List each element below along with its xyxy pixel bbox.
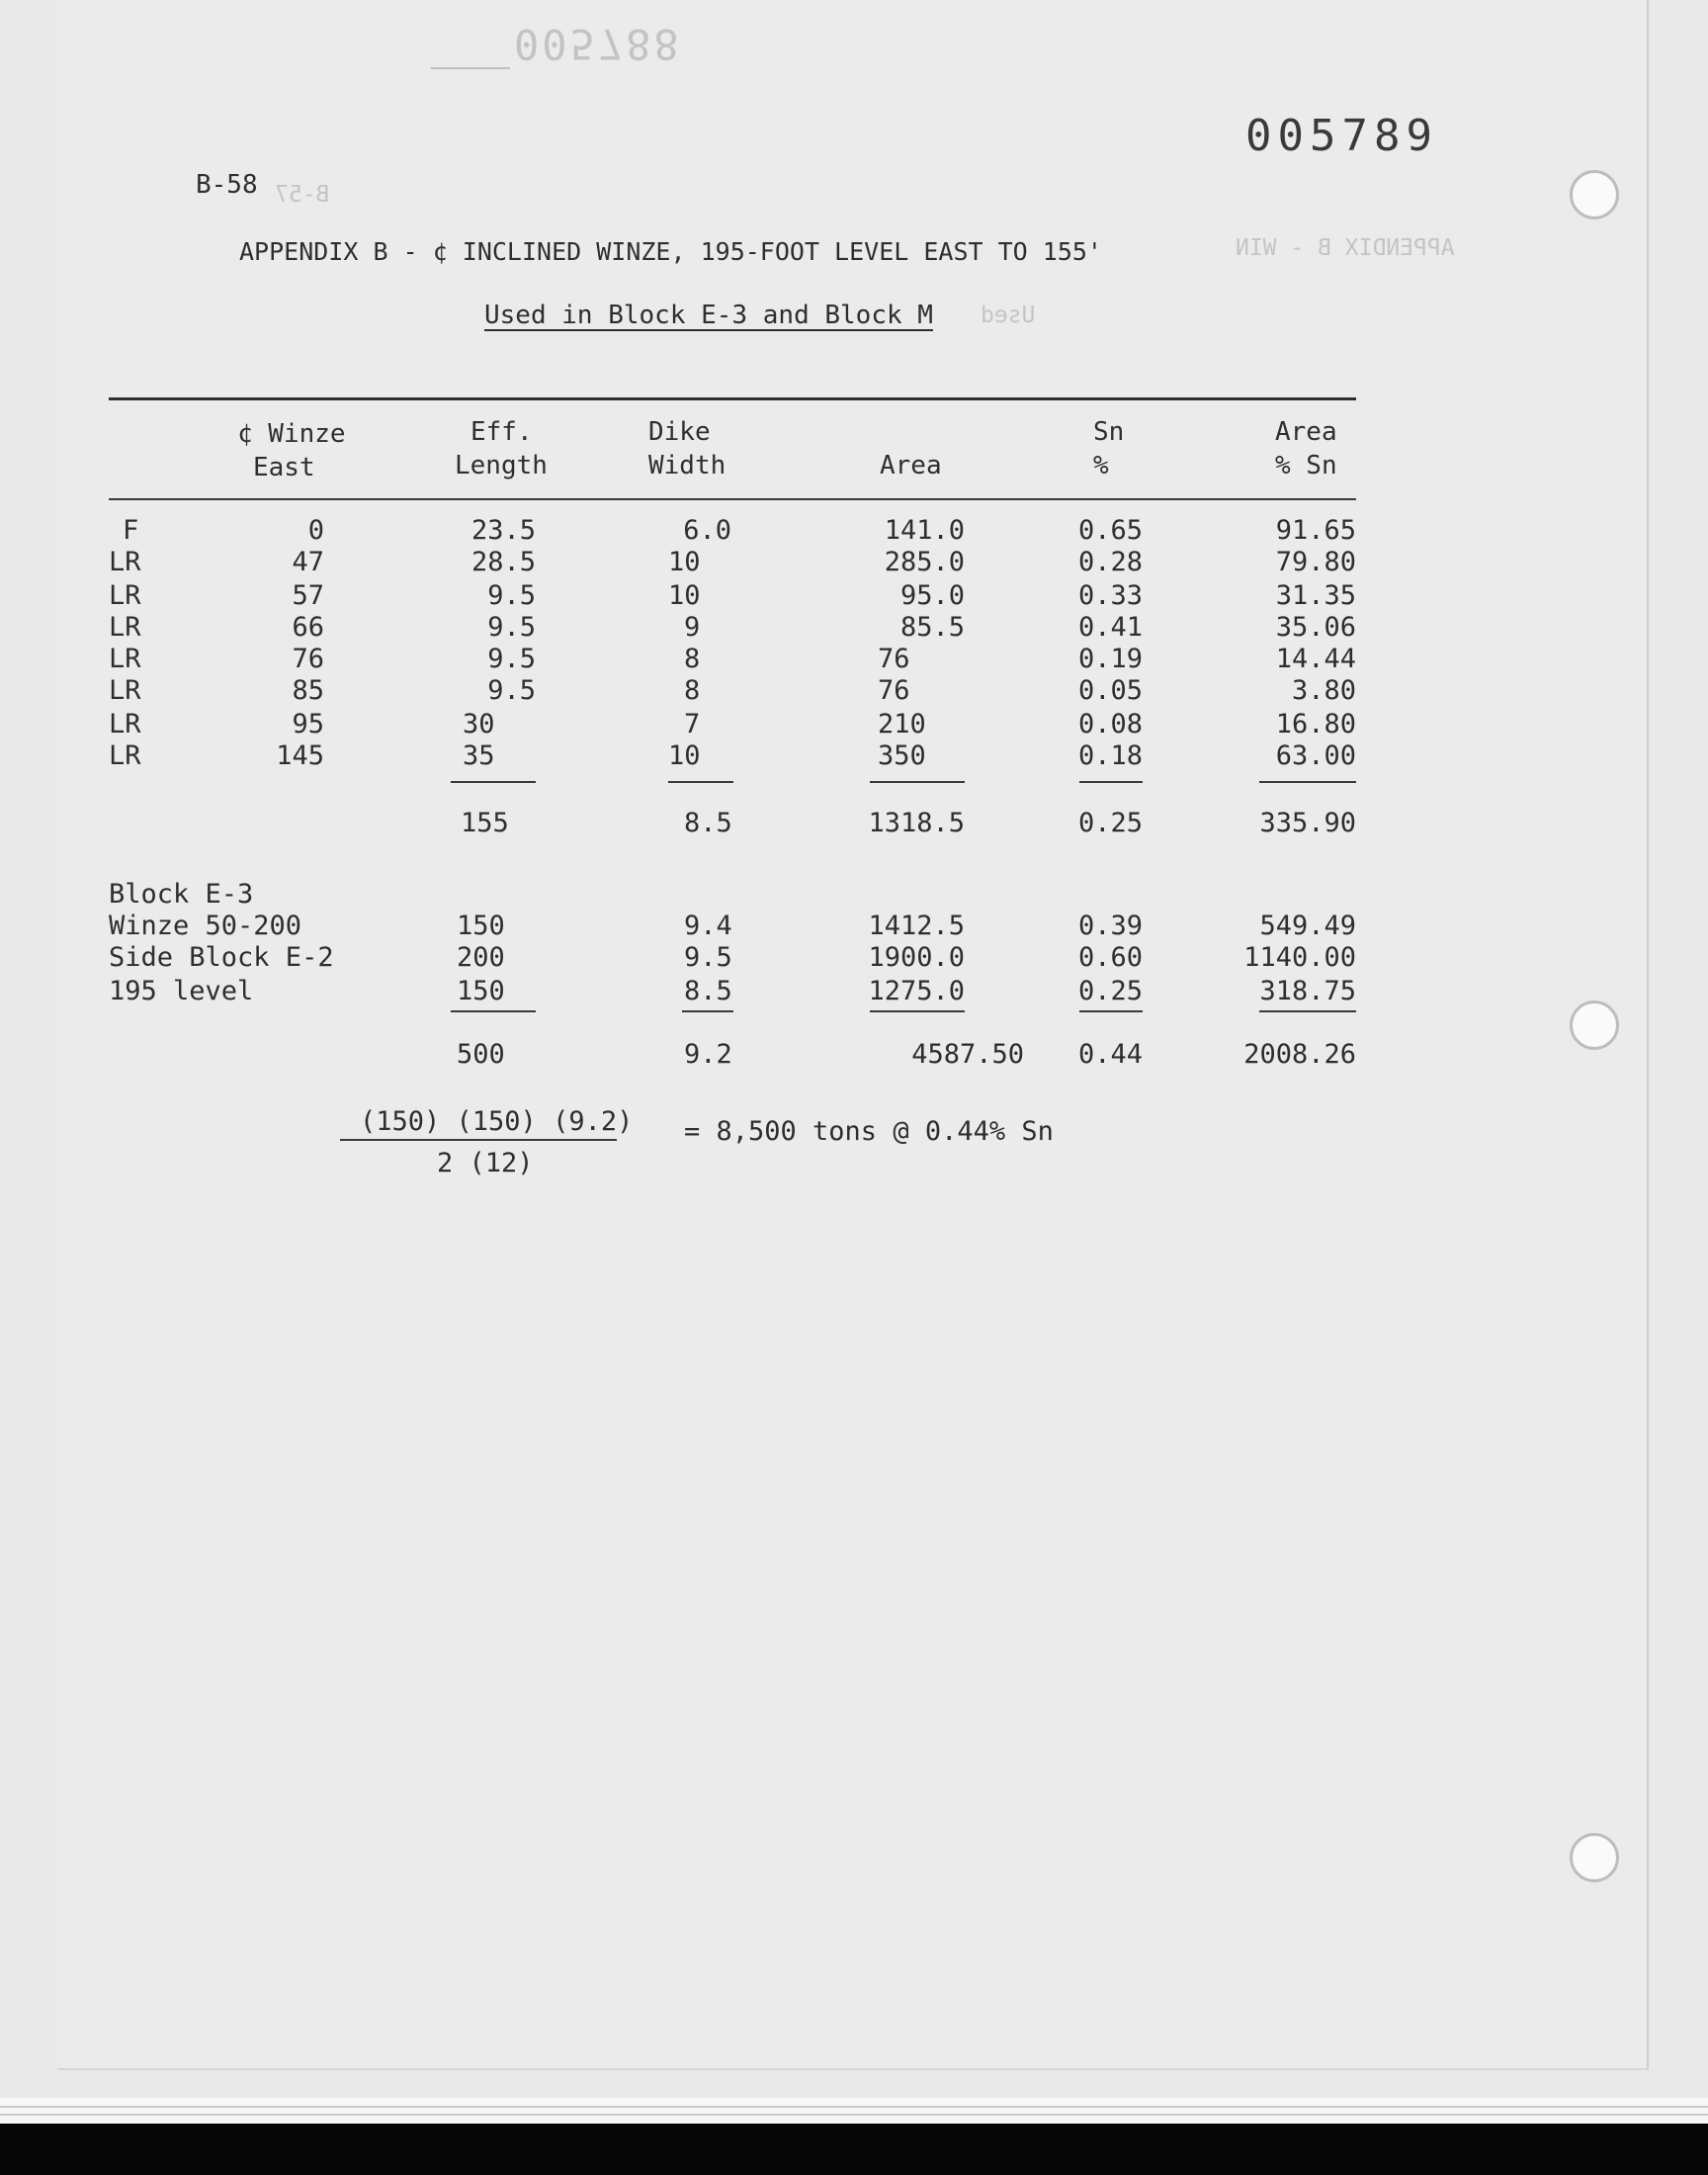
row-dike-width: 10	[668, 547, 701, 577]
subtotal-rule	[451, 781, 536, 783]
block-dike-width: 9.4	[684, 911, 732, 941]
row-east: 57	[292, 580, 324, 611]
row-dike-width: 8	[684, 675, 701, 706]
fraction-bar	[340, 1139, 617, 1141]
faint-stamp-number: 005788	[514, 20, 682, 68]
header-sn-percent: %	[1093, 451, 1109, 480]
scan-line	[0, 2114, 1708, 2116]
block-total-rule	[1259, 1010, 1356, 1012]
subtotal-rule	[1259, 781, 1356, 783]
total-dike-width: 8.5	[684, 808, 732, 838]
scanner-edge	[0, 2124, 1708, 2175]
row-eff-length: 35	[463, 740, 495, 771]
block-area-sn: 549.49	[1259, 911, 1356, 941]
row-area-sn: 14.44	[1275, 644, 1356, 674]
block-area-sn: 318.75	[1259, 976, 1356, 1006]
block-sn: 0.60	[1077, 942, 1143, 973]
binder-hole	[1570, 170, 1619, 219]
document-title: APPENDIX B - ¢ INCLINED WINZE, 195-FOOT LEVEL EAST TO 155'	[239, 237, 1102, 266]
row-area: 76	[878, 644, 910, 674]
row-area-sn: 31.35	[1275, 580, 1356, 611]
row-sn: 0.19	[1077, 644, 1143, 674]
subtotal-rule	[870, 781, 965, 783]
row-east: 66	[292, 612, 324, 643]
header-area: Area	[880, 451, 942, 480]
row-sn: 0.05	[1077, 675, 1143, 706]
table-top-rule	[109, 397, 1356, 400]
row-code: F	[123, 515, 139, 546]
row-area-sn: 16.80	[1275, 709, 1356, 740]
row-area-sn: 35.06	[1275, 612, 1356, 643]
row-area: 141.0	[884, 515, 965, 546]
row-sn: 0.18	[1077, 740, 1143, 771]
row-area: 95.0	[899, 580, 965, 611]
block-area: 1412.5	[868, 911, 965, 941]
block-eff-length: 200	[457, 942, 505, 973]
block-label: Side Block E-2	[109, 942, 334, 973]
row-code: LR	[109, 547, 141, 577]
header-length: Length	[455, 451, 548, 480]
row-dike-width: 6.0	[683, 515, 731, 546]
row-code: LR	[109, 740, 141, 771]
row-east: 0	[307, 515, 324, 546]
row-east: 85	[292, 675, 324, 706]
block-total-rule	[451, 1010, 536, 1012]
page-id: B-58	[196, 170, 258, 200]
grand-area: 4587.50	[911, 1039, 1024, 1070]
header-percent-sn: % Sn	[1275, 451, 1337, 480]
row-dike-width: 7	[684, 709, 701, 740]
grand-dike-width: 9.2	[684, 1039, 732, 1070]
document-subtitle: Used in Block E-3 and Block M	[484, 301, 933, 330]
row-dike-width: 10	[668, 740, 701, 771]
grand-area-sn: 2008.26	[1243, 1039, 1356, 1070]
header-rule	[109, 498, 1356, 500]
total-sn: 0.25	[1077, 808, 1143, 838]
row-dike-width: 8	[684, 644, 701, 674]
subtotal-rule	[1079, 781, 1143, 783]
row-sn: 0.41	[1077, 612, 1143, 643]
row-area: 210	[878, 709, 926, 740]
row-code: LR	[109, 709, 141, 740]
row-area: 76	[878, 675, 910, 706]
binder-hole	[1570, 1833, 1619, 1882]
row-area-sn: 3.80	[1291, 675, 1356, 706]
row-code: LR	[109, 580, 141, 611]
row-eff-length: 30	[463, 709, 495, 740]
row-east: 95	[292, 709, 324, 740]
block-sn: 0.25	[1077, 976, 1143, 1006]
row-eff-length: 9.5	[487, 644, 536, 674]
header-winze: ¢ Winze	[237, 419, 346, 449]
row-area-sn: 91.65	[1275, 515, 1356, 546]
block-label: 195 level	[109, 976, 254, 1006]
header-sn: Sn	[1093, 417, 1125, 447]
subtotal-rule	[668, 781, 733, 783]
ghost-title: APPENDIX B - WIN	[1236, 235, 1455, 261]
grand-sn: 0.44	[1077, 1039, 1143, 1070]
row-eff-length: 28.5	[470, 547, 536, 577]
row-code: LR	[109, 675, 141, 706]
total-eff-length: 155	[461, 808, 509, 838]
header-east: East	[253, 453, 315, 482]
row-dike-width: 10	[668, 580, 701, 611]
faint-dash	[431, 67, 510, 69]
block-total-rule	[870, 1010, 965, 1012]
ghost-page-number: B-57	[275, 182, 330, 208]
block-sn: 0.39	[1077, 911, 1143, 941]
block-total-rule	[1079, 1010, 1143, 1012]
row-eff-length: 9.5	[487, 580, 536, 611]
binder-hole	[1570, 1000, 1619, 1050]
grand-eff-length: 500	[457, 1039, 505, 1070]
row-east: 76	[292, 644, 324, 674]
row-code: LR	[109, 644, 141, 674]
block-label: Winze 50-200	[109, 911, 302, 941]
block-eff-length: 150	[457, 976, 505, 1006]
block-dike-width: 9.5	[684, 942, 732, 973]
row-code: LR	[109, 612, 141, 643]
row-eff-length: 9.5	[487, 612, 536, 643]
row-east: 47	[292, 547, 324, 577]
formula-denominator: 2 (12)	[437, 1148, 534, 1178]
row-dike-width: 9	[684, 612, 701, 643]
row-eff-length: 23.5	[470, 515, 536, 546]
row-sn: 0.65	[1077, 515, 1143, 546]
row-area-sn: 63.00	[1275, 740, 1356, 771]
row-sn: 0.08	[1077, 709, 1143, 740]
header-area-sn: Area	[1275, 417, 1337, 447]
row-sn: 0.28	[1077, 547, 1143, 577]
scan-line	[0, 2106, 1708, 2108]
block-area: 1275.0	[868, 976, 965, 1006]
block-area-sn: 1140.00	[1243, 942, 1356, 973]
row-east: 145	[276, 740, 324, 771]
block-area: 1900.0	[868, 942, 965, 973]
row-eff-length: 9.5	[487, 675, 536, 706]
row-area: 85.5	[899, 612, 965, 643]
row-sn: 0.33	[1077, 580, 1143, 611]
block-eff-length: 150	[457, 911, 505, 941]
row-area-sn: 79.80	[1275, 547, 1356, 577]
header-dike: Dike	[648, 417, 711, 447]
document-number-stamp: 005789	[1245, 111, 1438, 161]
header-eff: Eff.	[470, 417, 533, 447]
total-area-sn: 335.90	[1259, 808, 1356, 838]
row-area: 285.0	[884, 547, 965, 577]
formula-numerator: (150) (150) (9.2)	[360, 1106, 634, 1137]
total-area: 1318.5	[868, 808, 965, 838]
formula-result: = 8,500 tons @ 0.44% Sn	[684, 1116, 1054, 1147]
block-total-rule	[682, 1010, 733, 1012]
block-dike-width: 8.5	[684, 976, 732, 1006]
ghost-subtitle: Used	[981, 303, 1036, 328]
block-label: Block E-3	[109, 879, 254, 910]
row-area: 350	[878, 740, 926, 771]
header-width: Width	[648, 451, 726, 480]
